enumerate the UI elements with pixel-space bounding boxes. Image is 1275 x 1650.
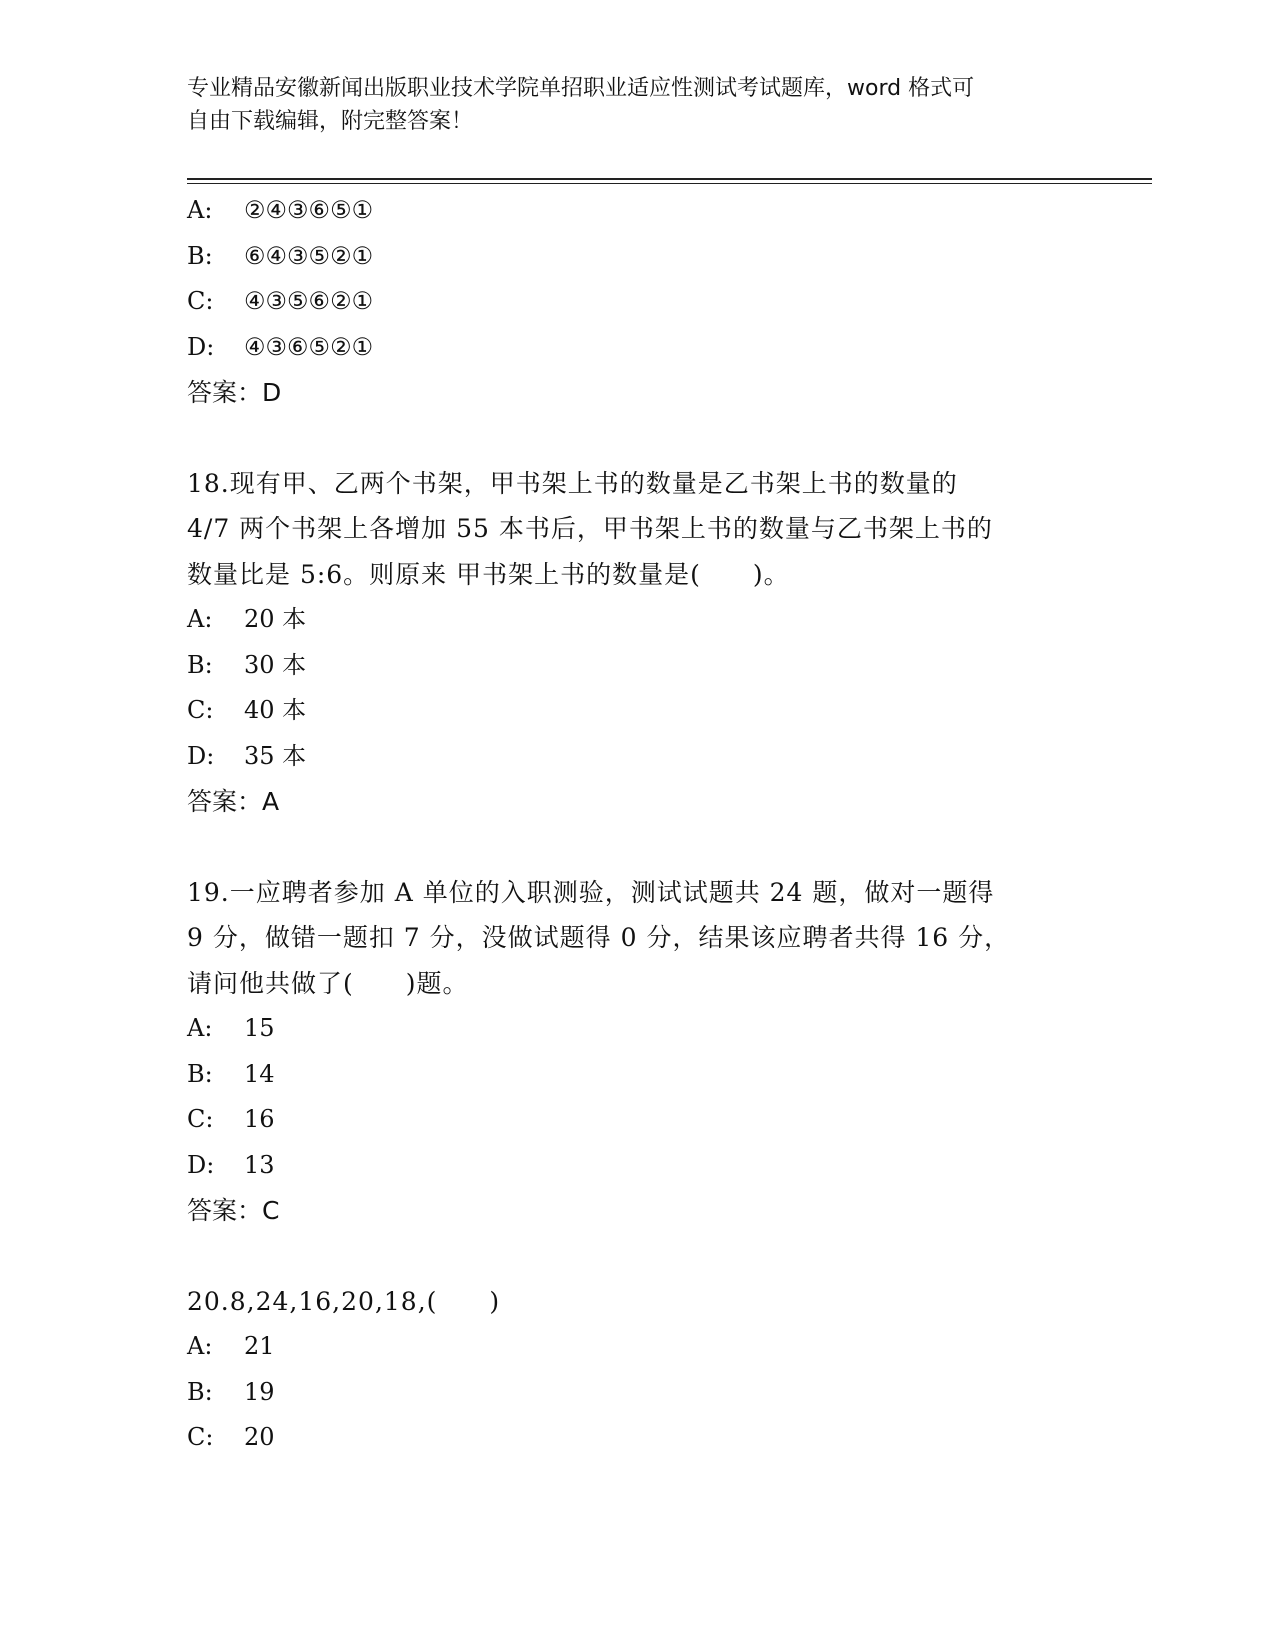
option-a xyxy=(187,188,1087,234)
question-18 xyxy=(187,461,1087,825)
option-letter: A: xyxy=(187,196,213,224)
question-line: 18.现有甲、乙两个书架，甲书架上书的数量是乙书架上书的数量的 xyxy=(187,468,958,498)
option-text: ④③⑥⑤②① xyxy=(244,332,374,361)
option-a xyxy=(187,1006,1087,1052)
option-letter: B: xyxy=(187,241,213,270)
option-c xyxy=(187,279,1087,325)
option-letter: C: xyxy=(187,1423,214,1451)
question-line: 4/7 两个书架上各增加 55 本书后，甲书架上书的数量与乙书架上书的 xyxy=(187,514,993,543)
option-text: 19 xyxy=(244,1377,275,1406)
option-b xyxy=(187,1052,1087,1098)
question-20 xyxy=(187,1279,1087,1461)
option-text: ⑥④③⑤②① xyxy=(244,241,374,270)
option-text: 35 本 xyxy=(244,741,307,770)
option-text: 14 xyxy=(244,1059,275,1088)
option-letter: B: xyxy=(187,1059,213,1088)
option-a xyxy=(187,597,1087,643)
option-c xyxy=(187,1097,1087,1143)
option-letter: A: xyxy=(187,1332,213,1360)
header-line-2: 自由下载编辑，附完整答案！ xyxy=(187,109,474,134)
option-letter: B: xyxy=(187,1377,213,1406)
question-19 xyxy=(187,870,1087,1234)
header-divider-thin xyxy=(187,183,1152,184)
option-text: ②④③⑥⑤① xyxy=(244,196,374,224)
question-line: 请问他共做了( )题。 xyxy=(187,968,469,998)
option-text: 30 本 xyxy=(244,650,307,679)
option-text: 40 本 xyxy=(244,696,307,724)
question-line: 数量比是 5:6。则原来 甲书架上书的数量是( )。 xyxy=(187,559,790,589)
option-text: 16 xyxy=(244,1105,275,1133)
answer-text: 答案：D xyxy=(187,378,282,407)
option-b xyxy=(187,1370,1087,1416)
question-17 xyxy=(187,188,1087,416)
header-divider-thick xyxy=(187,178,1152,180)
question-line: 19.一应聘者参加 A 单位的入职测验，测试试题共 24 题，做对一题得 xyxy=(187,877,995,907)
question-line: 20.8,24,16,20,18,( ) xyxy=(187,1286,501,1316)
option-letter: D: xyxy=(187,332,215,361)
option-text: 20 本 xyxy=(244,605,307,633)
answer-text: 答案：C xyxy=(187,1196,280,1225)
option-text: ④③⑤⑥②① xyxy=(244,287,374,315)
answer-text: 答案：A xyxy=(187,787,280,816)
option-d xyxy=(187,325,1087,371)
option-b xyxy=(187,643,1087,689)
option-d xyxy=(187,734,1087,780)
document-header xyxy=(187,72,1067,138)
option-b xyxy=(187,234,1087,280)
option-text: 21 xyxy=(244,1332,275,1360)
option-letter: C: xyxy=(187,1105,214,1133)
question-line: 9 分，做错一题扣 7 分，没做试题得 0 分，结果该应聘者共得 16 分， xyxy=(187,923,1011,952)
option-text: 20 xyxy=(244,1423,275,1451)
option-letter: D: xyxy=(187,741,215,770)
option-letter: C: xyxy=(187,287,214,315)
option-c xyxy=(187,688,1087,734)
option-c xyxy=(187,1415,1087,1461)
option-letter: A: xyxy=(187,1014,213,1042)
option-a xyxy=(187,1324,1087,1370)
option-letter: A: xyxy=(187,605,213,633)
option-letter: C: xyxy=(187,696,214,724)
header-line-1: 专业精品安徽新闻出版职业技术学院单招职业适应性测试考试题库，word 格式可 xyxy=(187,76,975,101)
option-d xyxy=(187,1143,1087,1189)
option-text: 15 xyxy=(244,1014,275,1042)
option-letter: B: xyxy=(187,650,213,679)
option-text: 13 xyxy=(244,1150,275,1179)
option-letter: D: xyxy=(187,1150,215,1179)
question-list xyxy=(187,188,1087,1461)
